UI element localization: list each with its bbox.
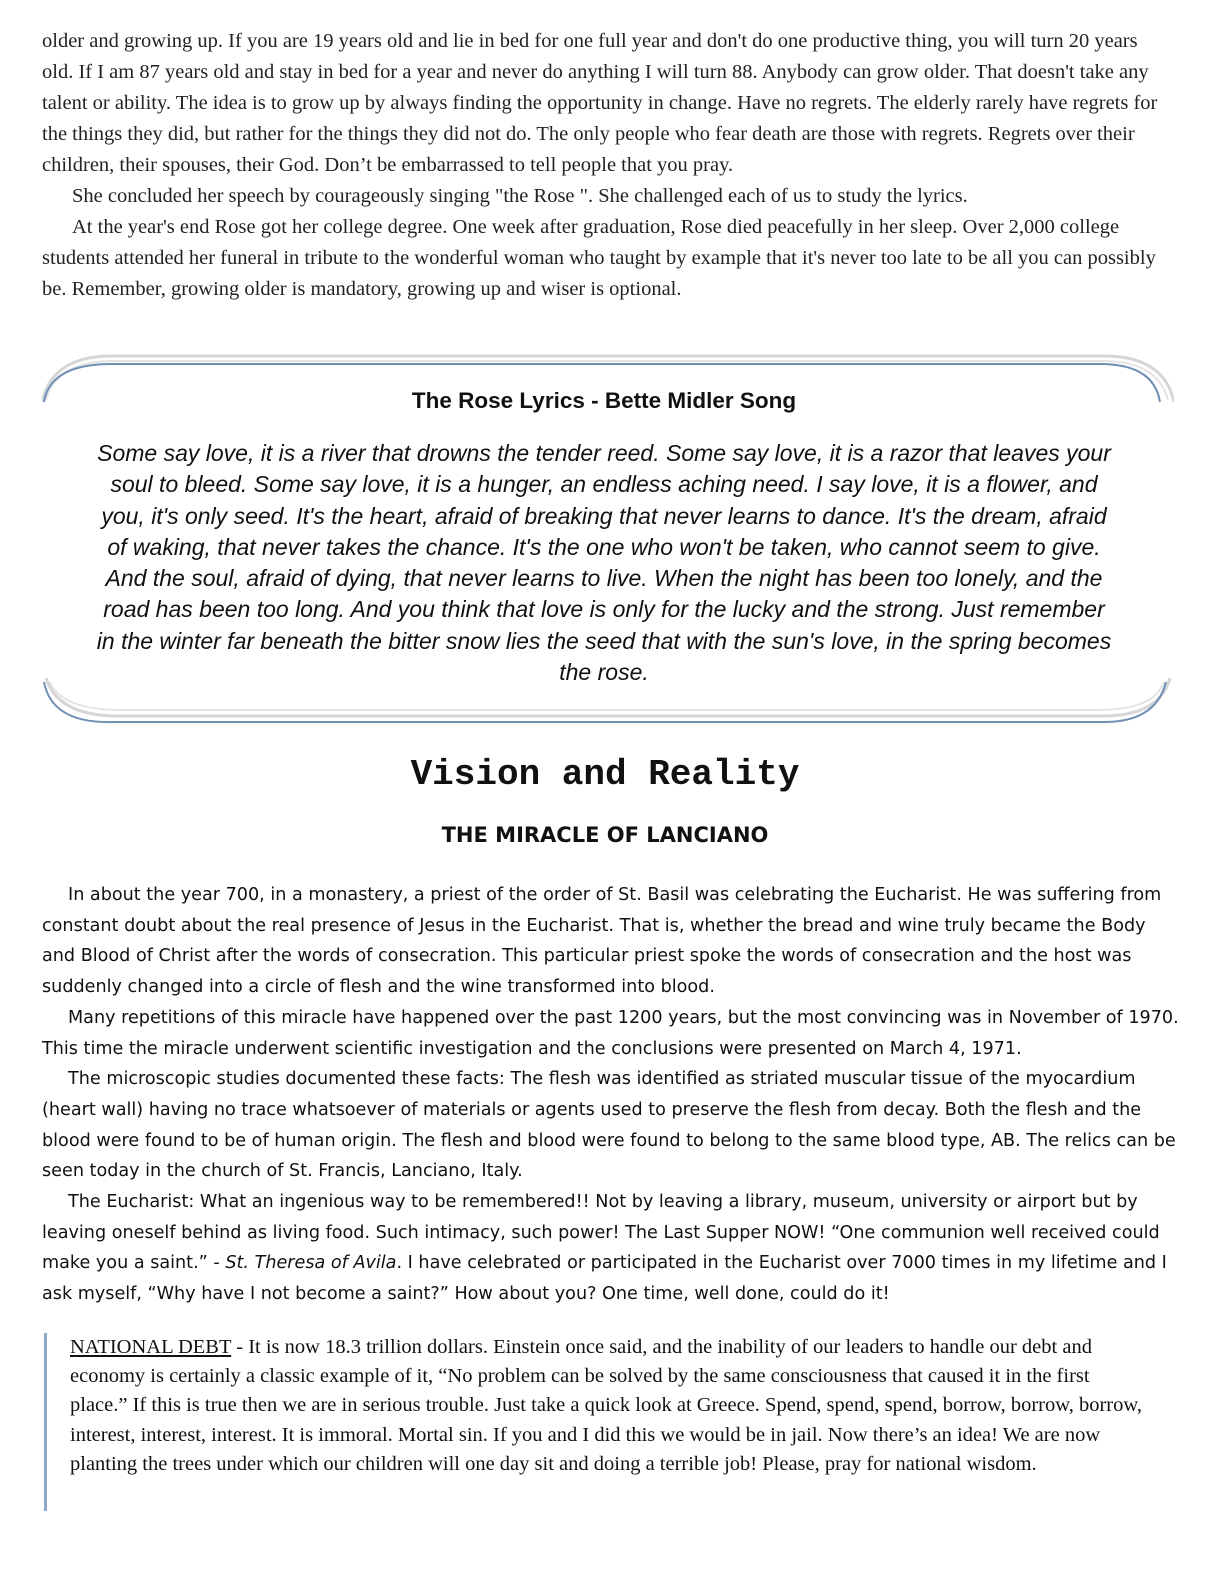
intro-paragraph-3: At the year's end Rose got her college degree. One week after graduation, Rose died peacefully in her sleep. Over 2,000 college students attended her funeral in tribute to the wonderful woman who taught by example that it's never too late to be all you can possibly be. Remember, growing older is mandatory, growing up and wiser is optional. — [42, 216, 1156, 300]
section-subtitle: THE MIRACLE OF LANCIANO — [441, 823, 769, 847]
lyrics-title: The Rose Lyrics - Bette Midler Song — [411, 388, 797, 413]
miracle-paragraph-4-start: The Eucharist: What an ingenious way to be remembered!! Not by leaving a library, museum, university or airport but by leaving oneself behind as living food. Such intimacy, such power! The Last Supper NOW! “One communion well received could make you a saint.” - — [42, 1192, 1160, 1274]
intro-paragraph-2: She concluded her speech by courageously singing "the Rose ". She challenged each of us to study the lyrics. — [72, 185, 968, 207]
miracle-paragraph-1: In about the year 700, in a monastery, a priest of the order of St. Basil was celebrating the Eucharist. He was suffering from constant doubt about the real presence of Jesus in the Eucharist. That is, whether the bread and wine truly became the Body and Blood of Christ after the words of consecration. This particular priest spoke the words of consecration and the host was suddenly changed into a circle of flesh and the wine transformed into blood. — [42, 885, 1162, 998]
national-debt-note — [70, 1333, 1150, 1479]
debt-heading: NATIONAL DEBT — [70, 1336, 232, 1358]
miracle-article — [42, 880, 1182, 1310]
intro-paragraph-1: older and growing up. If you are 19 years old and lie in bed for one full year and don't do one productive thing, you will turn 20 years old. If I am 87 years old and stay in bed for a year and never do anything I will turn 88. Anybody can grow older. That doesn't take any talent or ability. The idea is to grow up by always finding the opportunity in change. Have no regrets. The elderly rarely have regrets for the things they did, but rather for the things they did not do. The only people who fear death are those with regrets. Regrets over their children, their spouses, their God. Don’t be embarrassed to tell people that you pray. — [42, 30, 1158, 176]
miracle-paragraph-3: The microscopic studies documented these facts: The flesh was identified as striated muscular tissue of the myocardium (heart wall) having no trace whatsoever of materials or agents used to preserve the flesh from decay. Both the flesh and the blood were found to be of human origin. The flesh and blood were found to belong to the same blood type, AB. The relics can be seen today in the church of St. Francis, Lanciano, Italy. — [42, 1069, 1176, 1182]
miracle-paragraph-4-end: . I have celebrated or participated in the Eucharist over 7000 times in my lifetime and I ask myself, “Why have I not become a saint?” How about you? One time, well done, could do it! — [42, 1253, 1167, 1305]
quote-author: St. Theresa of Avila — [225, 1253, 397, 1274]
intro-text — [42, 26, 1172, 305]
debt-text: - It is now 18.3 trillion dollars. Einstein once said, and the inability of our leaders to handle our debt and economy is certainly a classic example of it, “No problem can be solved by the same consciousness that caused it in the first place.” If this is true then we are in serious trouble. Just take a quick look at Greece. Spend, spend, spend, borrow, borrow, borrow, interest, interest, interest. It is immoral. Mortal sin. If you and I did this we would be in jail. Now there’s an idea! We are now planting the trees under which our children will one day sit and doing a terrible job! Please, pray for national wisdom. — [70, 1336, 1142, 1475]
section-title: Vision and Reality — [410, 754, 800, 795]
lyrics-text: Some say love, it is a river that drowns the tender reed. Some say love, it is a razor that leaves your soul to bleed. Some say love, it is a hunger, an endless aching need. I say love, it is a flower, and you, it's only seed. It's the heart, afraid of breaking that never learns to dance. It's the dream, afraid of waking, that never takes the chance. It's the one who won't be taken, who cannot seem to give. And the soul, afraid of dying, that never learns to live. When the night has been too lonely, and the road has been too long. And you think that love is only for the lucky and the strong. Just remember in the winter far beneath the bitter snow lies the seed that with the sun's love, in the spring becomes the rose. — [96, 440, 1112, 686]
miracle-paragraph-2: Many repetitions of this miracle have happened over the past 1200 years, but the most convincing was in November of 1970. This time the miracle underwent scientific investigation and the conclusions were presented on March 4, 1971. — [42, 1007, 1179, 1059]
miracle-paragraph-4 — [42, 1187, 1182, 1310]
